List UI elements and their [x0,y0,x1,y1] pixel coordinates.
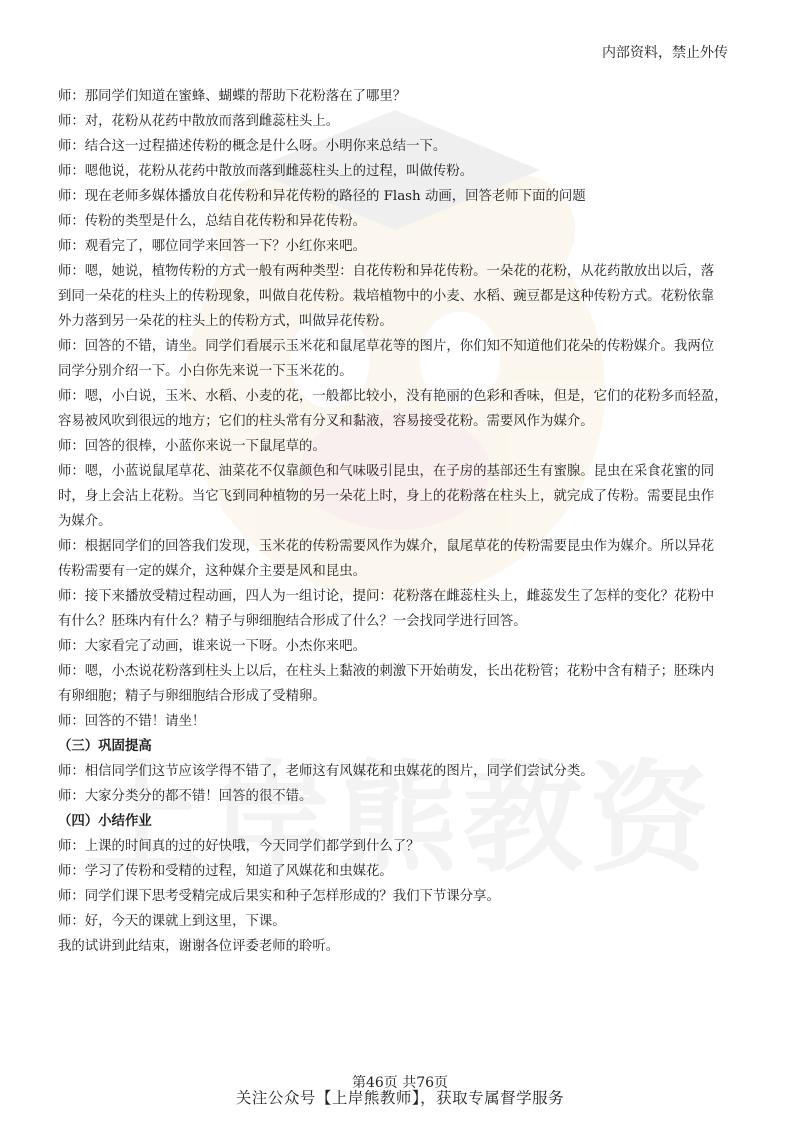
line-5: 师：现在老师多媒体播放自花传粉和异花传粉的路径的 Flash 动画，回答老师下面的问题 [58,189,586,204]
line-12: 同学分别介绍一下。小白你先来说一下玉米花的。 [58,364,353,379]
page-number: 第46页 共76页 [351,1075,449,1091]
line-21: 师：接下来播放受精过程动画，四人为一组讨论，提问：花粉落在雌蕊柱头上，雌蕊发生了怎样的变化？花粉中 [58,589,715,604]
line-19: 师：根据同学们的回答我们发现，玉米花的传粉需要风作为媒介，鼠尾草花的传粉需要昆虫作为媒介。所以异花 [58,539,715,554]
line-23: 师：大家看完了动画，谁来说一下呀。小杰你来吧。 [58,639,366,654]
line-31: 师：上课的时间真的过的好快哦，今天同学们都学到什么了？ [58,839,420,854]
confidential-note: 内部资料，禁止外传 [602,45,728,61]
lesson-transcript [58,84,738,959]
section-heading-summary: （四）小结作业 [58,813,152,829]
line-26: 师：回答的不错！请坐！ [58,714,206,729]
line-33: 师：同学们课下思考受精完成后果实和种子怎样形成的？我们下节课分享。 [58,889,500,904]
line-29: 师：大家分类分的都不错！回答的很不错。 [58,789,313,804]
line-20: 传粉需要有一定的媒介，这种媒介主要是风和昆虫。 [58,564,366,579]
line-32: 师：学习了传粉和受精的过程，知道了风媒花和虫媒花。 [58,864,393,879]
line-1: 师：那同学们知道在蜜蜂、蝴蝶的帮助下花粉落在了哪里？ [58,89,407,104]
line-4: 师：嗯他说，花粉从花药中散放而落到雌蕊柱头上的过程，叫做传粉。 [58,164,474,179]
line-3: 师：结合这一过程描述传粉的概念是什么呀。小明你来总结一下。 [58,139,447,154]
line-18: 为媒介。 [58,514,112,529]
line-11: 师：回答的不错，请坐。同学们看展示玉米花和鼠尾草花等的图片，你们知不知道他们花朵的传粉媒介。我两位 [58,339,715,354]
line-14: 容易被风吹到很远的地方；它们的柱头常有分叉和黏液，容易接受花粉。需要风作为媒介。 [58,414,594,429]
line-8: 师：嗯，她说，植物传粉的方式一般有两种类型：自花传粉和异花传粉。一朵花的花粉，从花药散放出以后，落 [58,264,715,279]
line-2: 师：对，花粉从花药中散放而落到雌蕊柱头上。 [58,114,340,129]
line-28: 师：相信同学们这节应该学得不错了，老师这有风媒花和虫媒花的图片，同学们尝试分类。 [58,764,594,779]
line-34: 师：好，今天的课就上到这里，下课。 [58,914,286,929]
line-15: 师：回答的很棒，小蓝你来说一下鼠尾草的。 [58,439,326,454]
line-25: 有卵细胞；精子与卵细胞结合形成了受精卵。 [58,689,326,704]
line-10: 外力落到另一朵花的柱头上的传粉方式，叫做异花传粉。 [58,314,393,329]
line-35: 我的试讲到此结束，谢谢各位评委老师的聆听。 [58,939,340,954]
footer-promo-note: 关注公众号【上岸熊教师】，获取专属督学服务 [235,1089,565,1107]
section-heading-consolidation: （三）巩固提高 [58,738,152,754]
line-17: 时，身上会沾上花粉。当它飞到同种植物的另一朵花上时，身上的花粉落在柱头上，就完成了传粉。需要昆虫作 [58,489,715,504]
line-9: 到同一朵花的柱头上的传粉现象，叫做自花传粉。栽培植物中的小麦、水稻、豌豆都是这种传粉方式。花粉依靠 [58,289,715,304]
line-13: 师：嗯，小白说，玉米、水稻、小麦的花，一般都比较小，没有艳丽的色彩和香味，但是，它们的花粉多而轻盈， [58,389,728,404]
line-22: 有什么？胚珠内有什么？精子与卵细胞结合形成了什么？一会找同学进行回答。 [58,614,527,629]
line-24: 师：嗯，小杰说花粉落到柱头上以后，在柱头上黏液的刺激下开始萌发，长出花粉管；花粉中含有精子；胚珠内 [58,664,715,679]
line-16: 师：嗯，小蓝说鼠尾草花、油菜花不仅靠颜色和气味吸引昆虫，在子房的基部还生有蜜腺。昆虫在采食花蜜的同 [58,464,715,479]
line-7: 师：观看完了，哪位同学来回答一下？小红你来吧。 [58,239,366,254]
line-6: 师：传粉的类型是什么，总结自花传粉和异花传粉。 [58,214,366,229]
